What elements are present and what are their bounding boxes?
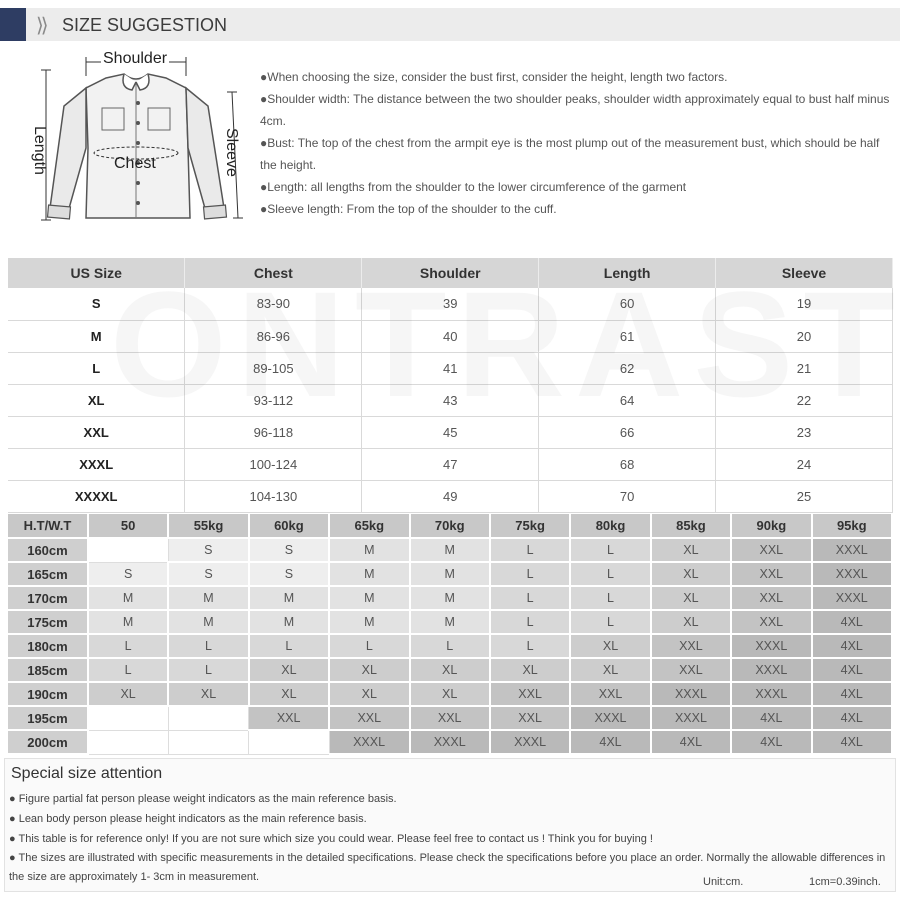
measurement-cell: 40 <box>362 320 539 352</box>
height-cell: 185cm <box>8 658 88 682</box>
recommended-size-cell: 4XL <box>570 730 650 754</box>
recommended-size-cell: M <box>410 586 490 610</box>
size-table-row <box>8 352 893 384</box>
recommended-size-cell: XXL <box>731 538 811 562</box>
size-table-row <box>8 288 893 320</box>
measurement-cell: 93-112 <box>185 384 362 416</box>
recommended-size-cell: XL <box>168 682 248 706</box>
recommended-size-cell: L <box>168 634 248 658</box>
recommended-size-cell: M <box>329 586 409 610</box>
measurement-diagram <box>28 48 250 238</box>
weight-header: 75kg <box>490 514 570 538</box>
recommended-size-cell: XL <box>651 562 731 586</box>
chest-label: Chest <box>114 155 156 172</box>
recommended-size-cell: XXL <box>651 634 731 658</box>
measurement-cell: 22 <box>716 384 893 416</box>
recommended-size-cell: XXL <box>651 658 731 682</box>
recommended-size-cell: XXXL <box>731 682 811 706</box>
note-item: ●Bust: The top of the chest from the armpit eye is the most plump out of the measurement bust, which should be half the height. <box>260 136 880 172</box>
recommended-size-cell: XXXL <box>651 706 731 730</box>
height-cell: 195cm <box>8 706 88 730</box>
recommended-size-cell: 4XL <box>812 658 892 682</box>
recommended-size-cell: L <box>249 634 329 658</box>
recommended-size-cell: M <box>329 562 409 586</box>
size-cell: L <box>8 352 185 384</box>
measurement-cell: 64 <box>539 384 716 416</box>
weight-header: 85kg <box>651 514 731 538</box>
measurement-cell: 23 <box>716 416 893 448</box>
recommended-size-cell: 4XL <box>812 706 892 730</box>
measurement-cell: 41 <box>362 352 539 384</box>
size-table-header-row <box>8 258 893 288</box>
corner-header: H.T/W.T <box>8 514 88 538</box>
recommended-size-cell: M <box>168 586 248 610</box>
measurement-cell: 19 <box>716 288 893 320</box>
height-row <box>8 658 892 682</box>
recommended-size-cell: XL <box>329 682 409 706</box>
measurement-cell: 39 <box>362 288 539 320</box>
section-header <box>0 8 900 41</box>
measurement-cell: 89-105 <box>185 352 362 384</box>
recommended-size-cell: 4XL <box>812 730 892 754</box>
recommended-size-cell <box>88 706 168 730</box>
col-header-sleeve: Sleeve <box>716 258 893 288</box>
weight-header: 60kg <box>249 514 329 538</box>
recommended-size-cell: L <box>570 586 650 610</box>
recommended-size-cell: M <box>410 538 490 562</box>
recommended-size-cell: XL <box>490 658 570 682</box>
recommended-size-cell: XL <box>88 682 168 706</box>
height-cell: 160cm <box>8 538 88 562</box>
recommended-size-cell: XL <box>249 658 329 682</box>
height-row <box>8 730 892 754</box>
weight-header: 95kg <box>812 514 892 538</box>
recommended-size-cell: L <box>88 658 168 682</box>
recommended-size-cell: M <box>168 610 248 634</box>
col-header-chest: Chest <box>185 258 362 288</box>
note-item: ●Length: all lengths from the shoulder to the lower circumference of the garment <box>260 180 687 194</box>
size-cell: XL <box>8 384 185 416</box>
recommended-size-cell: XXL <box>570 682 650 706</box>
measurement-cell: 43 <box>362 384 539 416</box>
measurement-cell: 25 <box>716 480 893 512</box>
recommended-size-cell: S <box>88 562 168 586</box>
recommended-size-cell: XL <box>570 634 650 658</box>
recommended-size-cell: M <box>88 610 168 634</box>
conversion-label: 1cm=0.39inch. <box>809 876 881 888</box>
height-row <box>8 682 892 706</box>
size-table-row <box>8 384 893 416</box>
recommended-size-cell: L <box>168 658 248 682</box>
height-cell: 170cm <box>8 586 88 610</box>
recommended-size-cell: XXL <box>249 706 329 730</box>
attention-list <box>9 789 893 887</box>
measurement-cell: 21 <box>716 352 893 384</box>
sleeve-label: Sleeve <box>223 128 240 177</box>
col-header-us-size: US Size <box>8 258 185 288</box>
height-row <box>8 706 892 730</box>
recommended-size-cell: L <box>570 610 650 634</box>
col-header-length: Length <box>539 258 716 288</box>
measurement-cell: 86-96 <box>185 320 362 352</box>
recommended-size-cell <box>88 538 168 562</box>
note-item: ●When choosing the size, consider the bust first, consider the height, length two factors. <box>260 70 728 84</box>
measurement-cell: 66 <box>539 416 716 448</box>
weight-header-row <box>8 514 892 538</box>
recommended-size-cell: L <box>490 562 570 586</box>
note-item: ●Sleeve length: From the top of the shoulder to the cuff. <box>260 202 557 216</box>
recommended-size-cell <box>88 730 168 754</box>
recommended-size-cell: XXL <box>731 586 811 610</box>
measurement-cell: 49 <box>362 480 539 512</box>
size-cell: M <box>8 320 185 352</box>
height-cell: 180cm <box>8 634 88 658</box>
recommended-size-cell: XL <box>651 586 731 610</box>
size-cell: XXL <box>8 416 185 448</box>
recommended-size-cell: XL <box>570 658 650 682</box>
recommended-size-cell: XXXL <box>410 730 490 754</box>
recommended-size-cell: L <box>490 586 570 610</box>
recommended-size-cell: M <box>249 610 329 634</box>
recommended-size-cell: XXXL <box>731 634 811 658</box>
length-label: Length <box>31 126 48 175</box>
recommended-size-cell: L <box>329 634 409 658</box>
size-table-row <box>8 480 893 512</box>
attention-item: ● The sizes are illustrated with specific measurements in the detailed specifications. Please check the specifications before you place an order. Normally the allowable differences in the size are approximately 1- 3cm in measurement. <box>9 852 886 883</box>
height-cell: 200cm <box>8 730 88 754</box>
height-row <box>8 610 892 634</box>
recommended-size-cell: L <box>570 562 650 586</box>
measurement-cell: 45 <box>362 416 539 448</box>
recommended-size-cell: 4XL <box>651 730 731 754</box>
recommended-size-cell: XXL <box>731 562 811 586</box>
attention-item: ● Figure partial fat person please weight indicators as the main reference basis. <box>9 793 397 805</box>
recommended-size-cell: 4XL <box>731 706 811 730</box>
recommended-size-cell: XL <box>651 538 731 562</box>
measurement-cell: 47 <box>362 448 539 480</box>
recommended-size-cell: XL <box>249 682 329 706</box>
measurement-cell: 96-118 <box>185 416 362 448</box>
height-row <box>8 538 892 562</box>
measurement-cell: 20 <box>716 320 893 352</box>
weight-header: 50 <box>88 514 168 538</box>
size-cell: XXXL <box>8 448 185 480</box>
recommended-size-cell: 4XL <box>812 634 892 658</box>
section-title: SIZE SUGGESTION <box>62 15 228 35</box>
recommended-size-cell <box>168 730 248 754</box>
recommended-size-cell: XXXL <box>490 730 570 754</box>
recommended-size-cell: XL <box>410 682 490 706</box>
recommended-size-cell <box>168 706 248 730</box>
weight-header: 65kg <box>329 514 409 538</box>
attention-item: ● This table is for reference only! If you are not sure which size you could wear. Please feel free to contact us ! Think you for buying ! <box>9 833 653 845</box>
recommended-size-cell: XXXL <box>731 658 811 682</box>
col-header-shoulder: Shoulder <box>362 258 539 288</box>
recommended-size-cell: L <box>490 538 570 562</box>
size-cell: S <box>8 288 185 320</box>
recommended-size-cell: XXL <box>731 610 811 634</box>
attention-item: ● Lean body person please height indicators as the main reference basis. <box>9 813 367 825</box>
recommended-size-cell: M <box>329 610 409 634</box>
size-chart-table <box>8 258 893 513</box>
recommended-size-cell: 4XL <box>812 682 892 706</box>
measurement-cell: 70 <box>539 480 716 512</box>
recommended-size-cell: S <box>168 562 248 586</box>
double-chevron-icon: ⟩⟩ <box>36 15 46 37</box>
measurement-cell: 100-124 <box>185 448 362 480</box>
measurement-cell: 83-90 <box>185 288 362 320</box>
recommended-size-cell: XXL <box>490 682 570 706</box>
recommended-size-cell: M <box>410 610 490 634</box>
weight-header: 80kg <box>570 514 650 538</box>
recommended-size-cell: XXXL <box>812 538 892 562</box>
recommended-size-cell: XL <box>651 610 731 634</box>
weight-header: 70kg <box>410 514 490 538</box>
size-table-row <box>8 320 893 352</box>
recommended-size-cell: L <box>88 634 168 658</box>
height-weight-table <box>8 514 893 755</box>
recommended-size-cell: 4XL <box>812 610 892 634</box>
weight-header: 90kg <box>731 514 811 538</box>
height-row <box>8 634 892 658</box>
recommended-size-cell: L <box>410 634 490 658</box>
recommended-size-cell: XXXL <box>329 730 409 754</box>
recommended-size-cell: XXL <box>410 706 490 730</box>
recommended-size-cell: XXL <box>329 706 409 730</box>
recommended-size-cell: S <box>249 562 329 586</box>
recommended-size-cell: XXXL <box>812 562 892 586</box>
header-accent-block <box>0 8 26 41</box>
measurement-cell: 62 <box>539 352 716 384</box>
recommended-size-cell: S <box>249 538 329 562</box>
size-table-row <box>8 416 893 448</box>
recommended-size-cell: XXL <box>490 706 570 730</box>
height-cell: 175cm <box>8 610 88 634</box>
attention-title: Special size attention <box>11 765 163 782</box>
special-attention-box <box>4 758 896 892</box>
weight-header: 55kg <box>168 514 248 538</box>
note-item: ●Shoulder width: The distance between the two shoulder peaks, shoulder width approximately equal to bust half minus 4cm. <box>260 92 890 128</box>
recommended-size-cell: M <box>410 562 490 586</box>
shoulder-label: Shoulder <box>103 50 168 67</box>
recommended-size-cell: L <box>570 538 650 562</box>
measurement-cell: 104-130 <box>185 480 362 512</box>
size-table-row <box>8 448 893 480</box>
recommended-size-cell: M <box>249 586 329 610</box>
recommended-size-cell: XXXL <box>651 682 731 706</box>
recommended-size-cell: M <box>329 538 409 562</box>
shirt-illustration <box>28 48 250 238</box>
measurement-cell: 68 <box>539 448 716 480</box>
recommended-size-cell <box>249 730 329 754</box>
recommended-size-cell: L <box>490 610 570 634</box>
recommended-size-cell: XL <box>410 658 490 682</box>
measurement-notes <box>260 66 890 220</box>
measurement-cell: 61 <box>539 320 716 352</box>
recommended-size-cell: M <box>88 586 168 610</box>
height-row <box>8 586 892 610</box>
recommended-size-cell: XL <box>329 658 409 682</box>
measurement-cell: 60 <box>539 288 716 320</box>
height-cell: 190cm <box>8 682 88 706</box>
recommended-size-cell: 4XL <box>731 730 811 754</box>
recommended-size-cell: XXXL <box>812 586 892 610</box>
recommended-size-cell: S <box>168 538 248 562</box>
recommended-size-cell: L <box>490 634 570 658</box>
unit-label: Unit:cm. <box>703 876 744 888</box>
measurement-cell: 24 <box>716 448 893 480</box>
recommended-size-cell: XXXL <box>570 706 650 730</box>
size-cell: XXXXL <box>8 480 185 512</box>
height-cell: 165cm <box>8 562 88 586</box>
height-row <box>8 562 892 586</box>
